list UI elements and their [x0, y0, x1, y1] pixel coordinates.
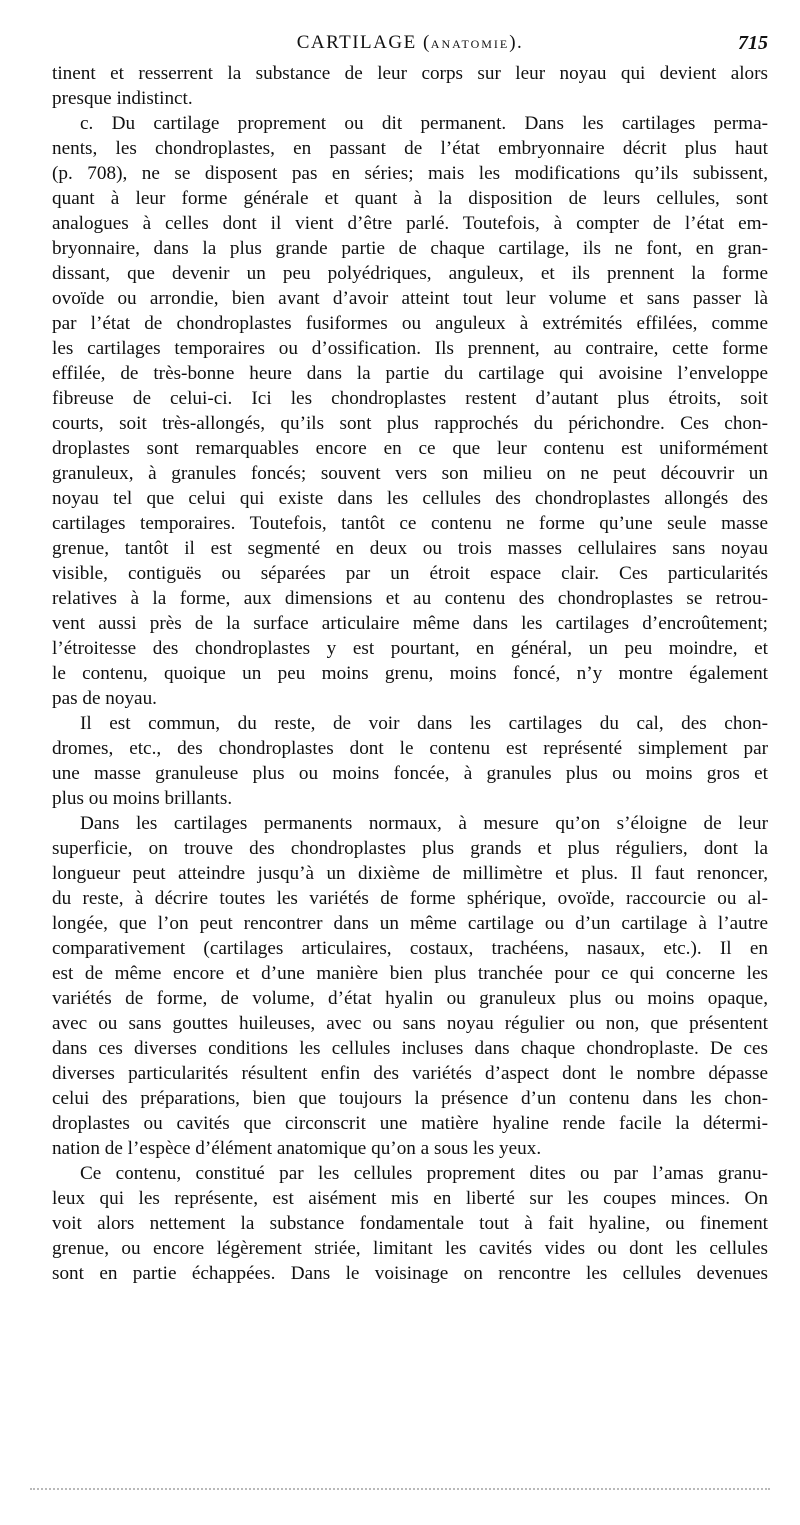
text-line: comparativement (cartilages articulaires, costaux, trachéens, nasaux, etc.). Il en	[52, 938, 768, 959]
text-line: ovoïde ou arrondie, bien avant d’avoir atteint tout leur volume et sans passer là	[52, 288, 768, 309]
text-line: variétés de forme, de volume, d’état hyalin ou granuleux plus ou moins opaque,	[52, 988, 768, 1009]
text-line: quant à leur forme générale et quant à la disposition de leurs cellules, sont	[52, 188, 768, 209]
text-line: l’étroitesse des chondroplastes y est pourtant, en général, un peu moindre, et	[52, 638, 768, 659]
text-line: presque indistinct.	[52, 88, 193, 109]
text-line: avec ou sans gouttes huileuses, avec ou sans noyau régulier ou non, que présentent	[52, 1013, 768, 1034]
text-line: courts, soit très-allongés, qu’ils sont plus rapprochés du périchondre. Ces chon-	[52, 413, 768, 434]
text-line: longée, que l’on peut rencontrer dans un même cartilage ou d’un cartilage à l’autre	[52, 913, 768, 934]
text-line: du reste, à décrire toutes les variétés de forme sphérique, ovoïde, raccourcie ou al-	[52, 888, 768, 909]
text-line: diverses particularités résultent enfin des variétés d’aspect dont le nombre dépasse	[52, 1063, 768, 1084]
text-line: pas de noyau.	[52, 688, 157, 709]
body-text	[52, 61, 768, 1286]
text-line: Dans les cartilages permanents normaux, à mesure qu’on s’éloigne de leur	[80, 813, 768, 834]
text-line: Ce contenu, constitué par les cellules proprement dites ou par l’amas granu-	[80, 1163, 768, 1184]
text-line: dromes, etc., des chondroplastes dont le contenu est représenté simplement par	[52, 738, 768, 759]
running-title-subtitle: ANATOMIE	[430, 37, 510, 51]
text-line: droplastes sont remarquables encore en ce que leur contenu est uniformément	[52, 438, 768, 459]
text-line: grenue, tantôt il est segmenté en deux ou trois masses cellulaires sans noyau	[52, 538, 768, 559]
text-line: une masse granuleuse plus ou moins foncée, à granules plus ou moins gros et	[52, 763, 768, 784]
page-header	[52, 32, 768, 58]
text-line: relatives à la forme, aux dimensions et au contenu des chondroplastes se retrou-	[52, 588, 768, 609]
text-line: c. Du cartilage proprement ou dit permanent. Dans les cartilages perma-	[80, 113, 768, 134]
text-line: effilée, de très-bonne heure dans la partie du cartilage qui avoisine l’enveloppe	[52, 363, 768, 384]
text-line: longueur peut atteindre jusqu’à un dixième de millimètre et plus. Il faut renoncer,	[52, 863, 768, 884]
bottom-margin-artifact	[30, 1488, 770, 1492]
text-line: est de même encore et d’une manière bien plus tranchée pour ce qui concerne les	[52, 963, 768, 984]
text-line: voit alors nettement la substance fondamentale tout à fait hyaline, ou finement	[52, 1213, 768, 1234]
text-line: dans ces diverses conditions les cellules incluses dans chaque chondroplaste. De ces	[52, 1038, 768, 1059]
text-line: tinent et resserrent la substance de leur corps sur leur noyau qui devient alors	[52, 63, 768, 84]
text-line: nents, les chondroplastes, en passant de l’état embryonnaire décrit plus haut	[52, 138, 768, 159]
text-line: visible, contiguës ou séparées par un étroit espace clair. Ces particularités	[52, 563, 768, 584]
text-line: les cartilages temporaires ou d’ossification. Ils prennent, au contraire, cette forme	[52, 338, 768, 359]
text-line: (p. 708), ne se disposent pas en séries; mais les modifications qu’ils subissent,	[52, 163, 768, 184]
text-line: bryonnaire, dans la plus grande partie de chaque cartilage, ils ne font, en gran-	[52, 238, 768, 259]
text-line: le contenu, quoique un peu moins grenu, moins foncé, n’y montre également	[52, 663, 768, 684]
text-line: celui des préparations, bien que toujours la présence d’un contenu dans les chon-	[52, 1088, 768, 1109]
text-line: Il est commun, du reste, de voir dans les cartilages du cal, des chon-	[80, 713, 768, 734]
text-line: grenue, ou encore légèrement striée, limitant les cavités vides ou dont les cellules	[52, 1238, 768, 1259]
text-line: par l’état de chondroplastes fusiformes ou anguleux à extrémités effilées, comme	[52, 313, 768, 334]
text-line: vent aussi près de la surface articulaire même dans les cartilages d’encroûtement;	[52, 613, 768, 634]
text-line: plus ou moins brillants.	[52, 788, 233, 809]
text-line: fibreuse de celui-ci. Ici les chondroplastes restent d’autant plus étroits, soit	[52, 388, 768, 409]
text-line: noyau tel que celui qui existe dans les cellules des chondroplastes allongés des	[52, 488, 768, 509]
text-line: leux qui les représente, est aisément mis en liberté sur les coupes minces. On	[52, 1188, 768, 1209]
text-line: superficie, on trouve des chondroplastes plus grands et plus réguliers, dont la	[52, 838, 768, 859]
text-line: nation de l’espèce d’élément anatomique qu’on a sous les yeux.	[52, 1138, 542, 1159]
text-line: sont en partie échappées. Dans le voisinage on rencontre les cellules devenues	[52, 1263, 768, 1284]
running-title-main: CARTILAGE	[296, 32, 417, 53]
text-line: dissant, que devenir un peu polyédriques, anguleux, et ils prennent la forme	[52, 263, 768, 284]
text-line: analogues à celles dont il vient d’être parlé. Toutefois, à compter de l’état em-	[52, 213, 768, 234]
text-line: cartilages temporaires. Toutefois, tantôt ce contenu ne forme qu’une seule masse	[52, 513, 768, 534]
page-number: 715	[738, 32, 768, 54]
text-line: granuleux, à granules foncés; souvent vers son milieu on ne peut découvrir un	[52, 463, 768, 484]
text-line: droplastes ou cavités que circonscrit une matière hyaline rende facile la détermi-	[52, 1113, 768, 1134]
running-title: CARTILAGE (ANATOMIE).	[296, 32, 524, 53]
